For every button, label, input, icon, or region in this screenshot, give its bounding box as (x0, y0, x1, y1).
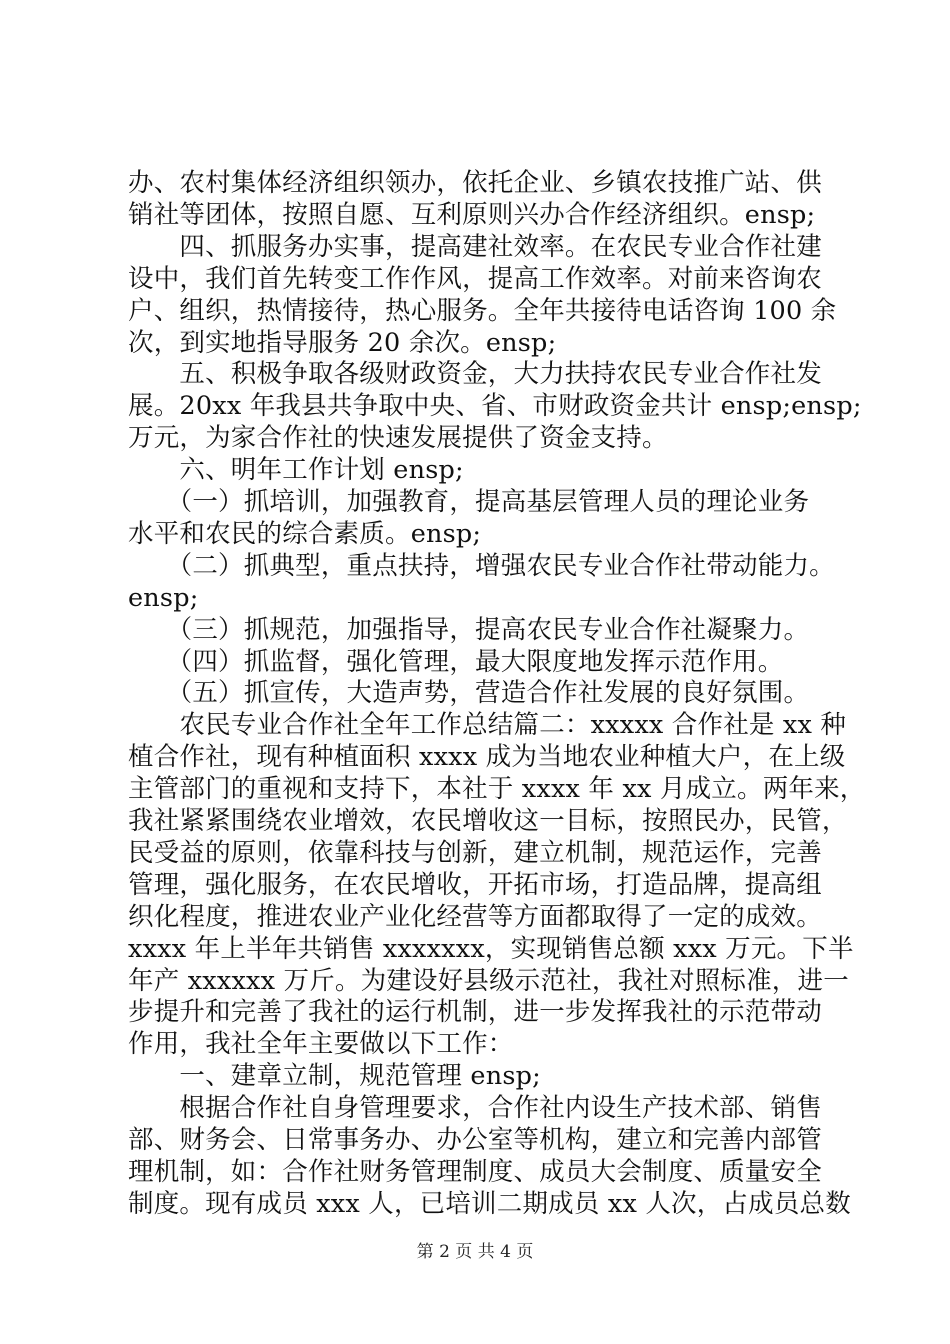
text-line: 设中，我们首先转变工作作风，提高工作效率。对前来咨询农 (128, 263, 822, 294)
text-line: 织化程度，推进农业产业化经营等方面都取得了一定的成效。 (128, 901, 822, 932)
text-line: （二）抓典型，重点扶持，增强农民专业合作社带动能力。 (128, 550, 835, 581)
text-line: 根据合作社自身管理要求，合作社内设生产技术部、销售 (128, 1093, 822, 1124)
text-line: 展。20xx 年我县共争取中央、省、市财政资金共计 ensp;ensp; (128, 391, 862, 422)
text-line: （三）抓规范，加强指导，提高农民专业合作社凝聚力。 (128, 614, 810, 645)
text-line: 四、抓服务办实事，提高建社效率。在农民专业合作社建 (128, 231, 822, 262)
text-line: 水平和农民的综合素质。ensp; (128, 518, 482, 549)
text-line: 销社等团体，按照自愿、互利原则兴办合作经济组织。ensp; (128, 199, 816, 230)
text-line: 办、农村集体经济组织领办，依托企业、乡镇农技推广站、供 (128, 168, 822, 198)
text-line: （四）抓监督，强化管理，最大限度地发挥示范作用。 (128, 646, 784, 677)
text-line: 部、财务会、日常事务办、办公室等机构，建立和完善内部管 (128, 1125, 822, 1155)
text-line: 五、积极争取各级财政资金，大力扶持农民专业合作社发 (128, 359, 822, 390)
text-line: 次，到实地指导服务 20 余次。ensp; (128, 327, 557, 358)
text-line: 年产 xxxxxx 万斤。为建设好县级示范社，我社对照标准，进一 (128, 965, 849, 996)
text-line: 植合作社，现有种植面积 xxxx 成为当地农业种植大户，在上级 (128, 742, 846, 773)
text-line: （五）抓宣传，大造声势，营造合作社发展的良好氛围。 (128, 678, 810, 709)
text-line: 我社紧紧围绕农业增效，农民增收这一目标，按照民办，民管， (128, 806, 848, 836)
text-line: 民受益的原则，依靠科技与创新，建立机制，规范运作，完善 (128, 837, 822, 868)
text-line: 一、建章立制，规范管理 ensp; (128, 1061, 541, 1092)
text-line: 主管部门的重视和支持下，本社于 xxxx 年 xx 月成立。两年来， (128, 774, 866, 805)
text-line: 户、组织，热情接待，热心服务。全年共接待电话咨询 100 余 (128, 295, 837, 326)
text-line: 万元，为家合作社的快速发展提供了资金支持。 (128, 423, 668, 454)
text-line: 制度。现有成员 xxx 人，已培训二期成员 xx 人次，占成员总数 (128, 1188, 851, 1219)
text-line: 作用，我社全年主要做以下工作： (128, 1029, 514, 1060)
text-line: 理机制，如：合作社财务管理制度、成员大会制度、质量安全 (128, 1156, 822, 1187)
page-footer: 第 2 页 共 4 页 (416, 1242, 534, 1262)
text-line: ensp; (128, 582, 199, 613)
text-line: 六、明年工作计划 ensp; (128, 455, 464, 486)
text-line: 步提升和完善了我社的运行机制，进一步发挥我社的示范带动 (128, 997, 822, 1028)
text-line: 管理，强化服务，在农民增收，开拓市场，打造品牌，提高组 (128, 869, 822, 900)
text-line: （一）抓培训，加强教育，提高基层管理人员的理论业务 (128, 487, 810, 517)
text-line: xxxx 年上半年共销售 xxxxxxx，实现销售总额 xxx 万元。下半 (128, 933, 854, 964)
text-line: 农民专业合作社全年工作总结篇二：xxxxx 合作社是 xx 种 (128, 710, 847, 741)
